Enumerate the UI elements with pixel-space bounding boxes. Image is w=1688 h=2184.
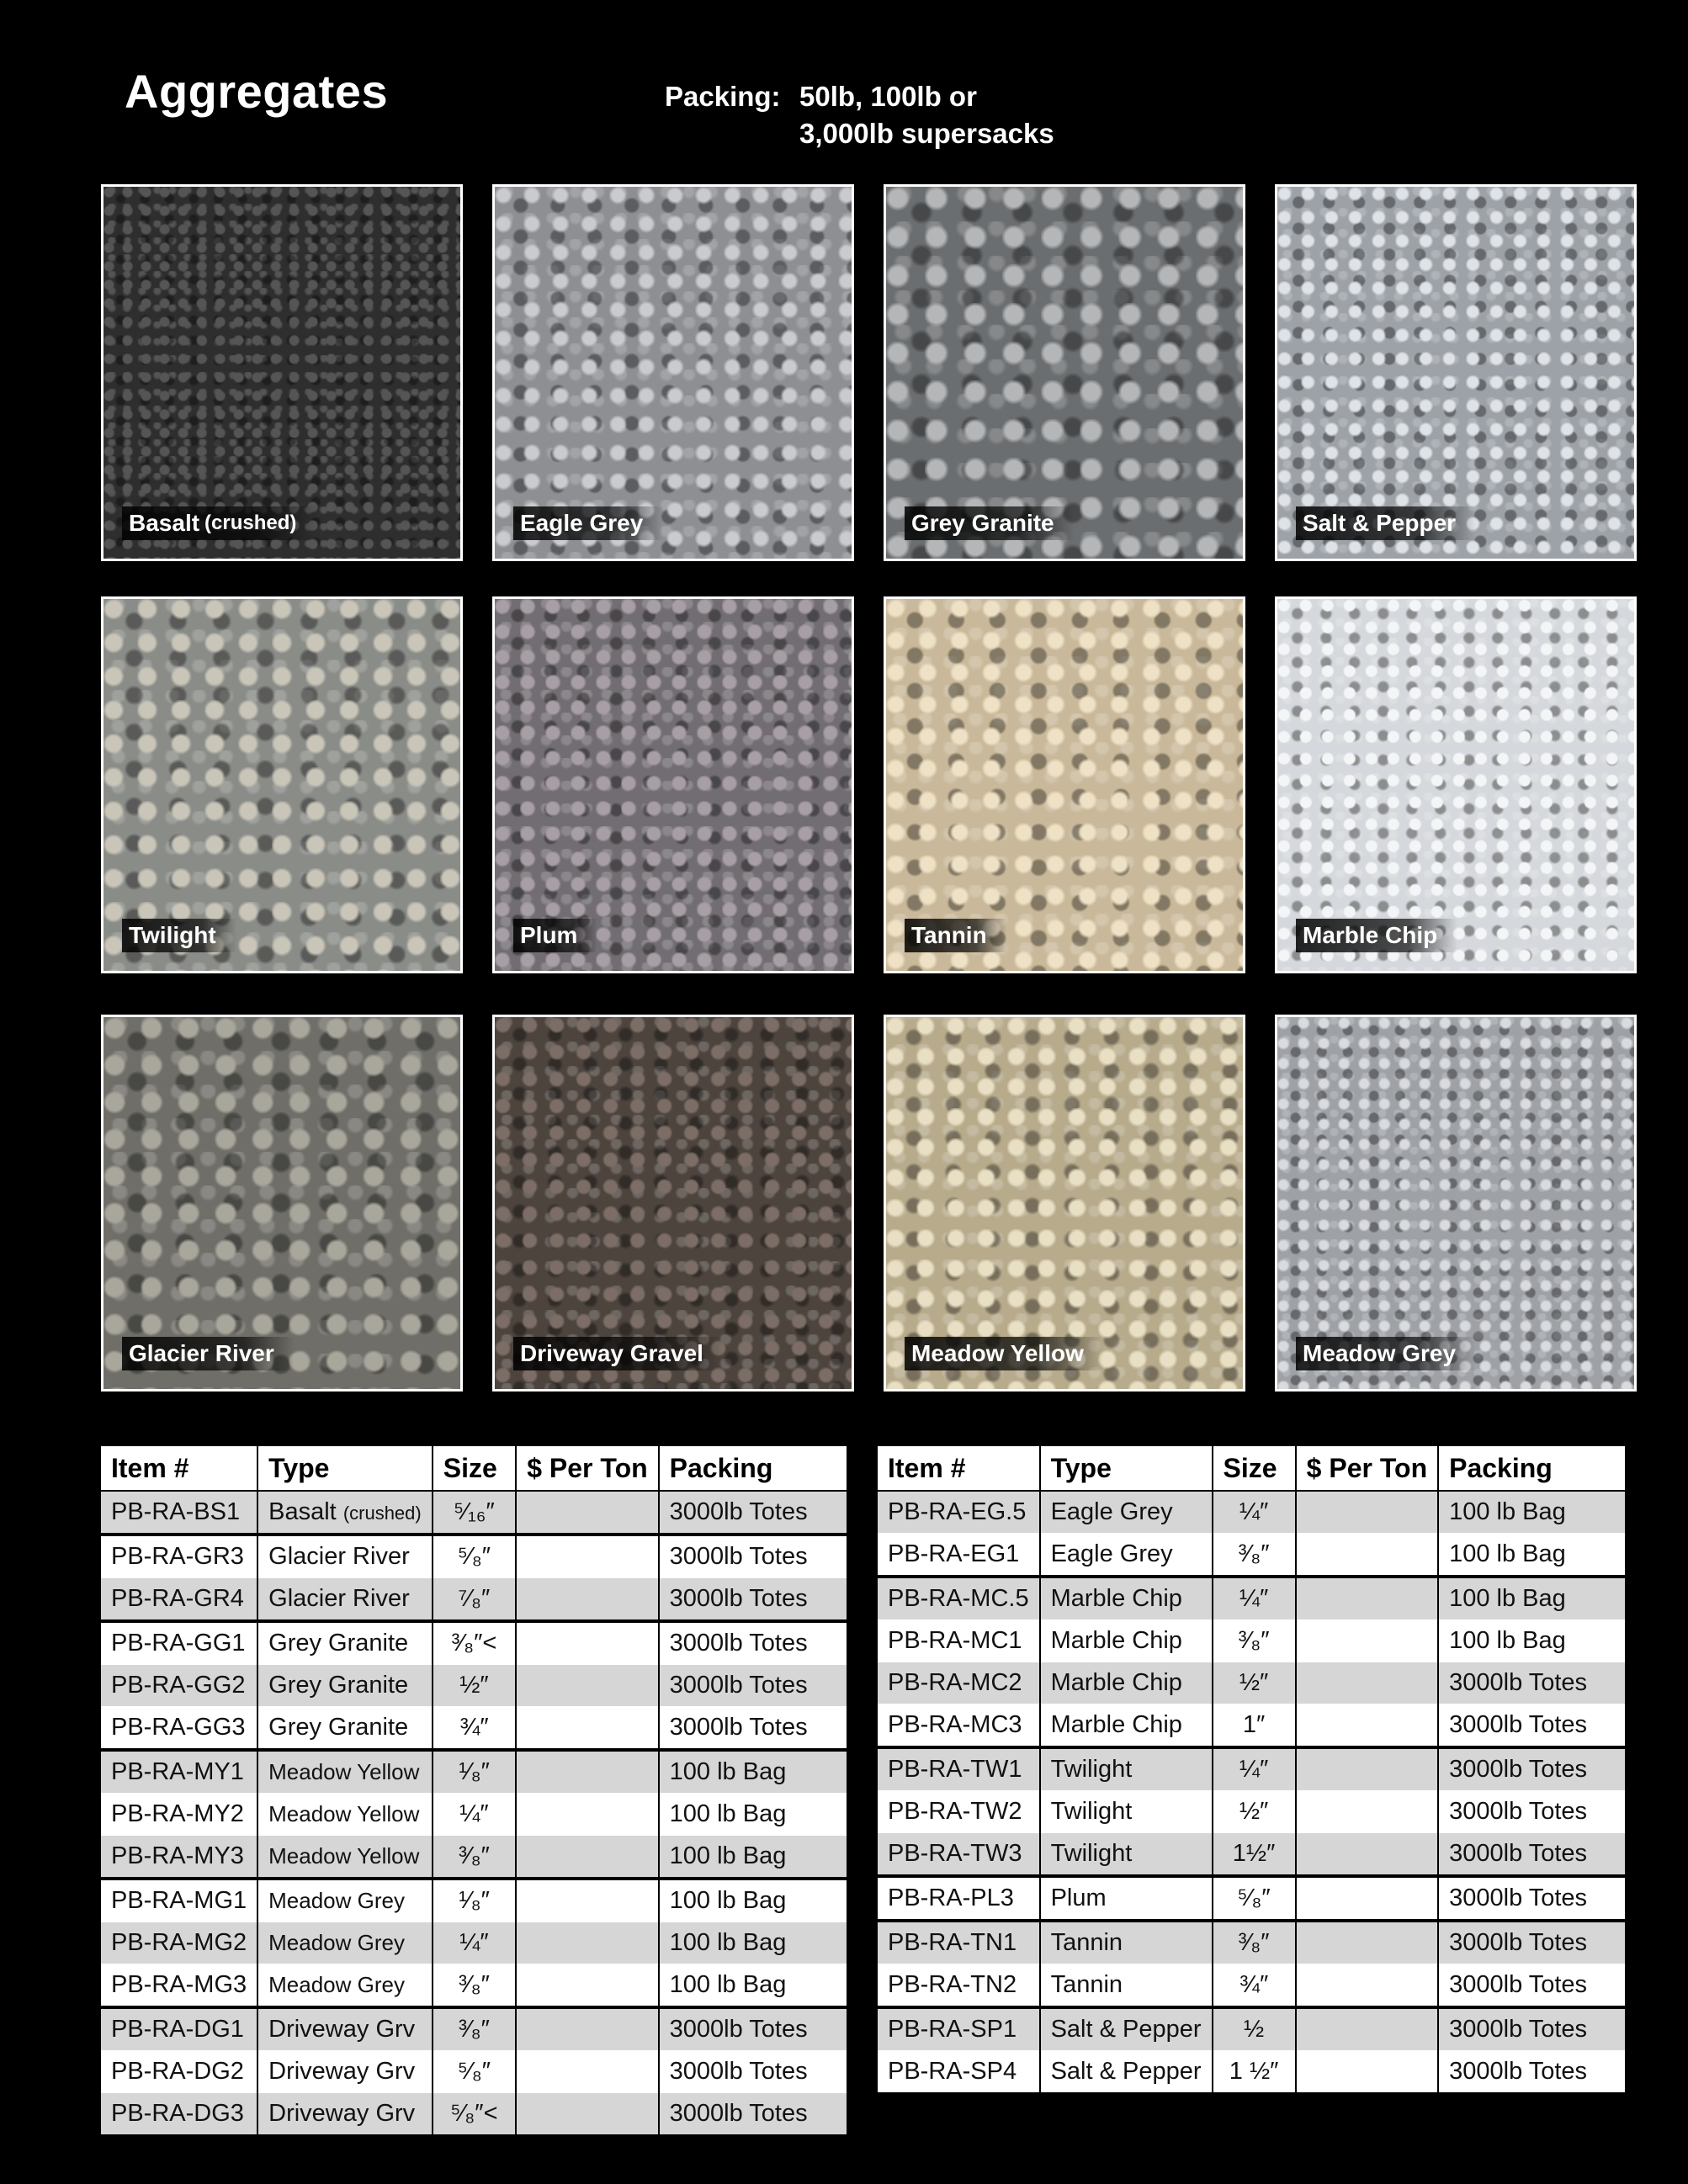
cell-price (1296, 1704, 1438, 1748)
cell-packing: 100 lb Bag (659, 1750, 847, 1794)
cell-size: ¾″ (433, 1707, 516, 1751)
cell-size: ⁵⁄₈″ (433, 2051, 516, 2093)
cell-item: PB-RA-TW1 (878, 1747, 1040, 1791)
table-row (101, 1535, 847, 1578)
cell-size: 1″ (1213, 1704, 1296, 1748)
cell-size: ½″ (1213, 1791, 1296, 1833)
cell-size: ¼″ (1213, 1577, 1296, 1620)
cell-packing: 100 lb Bag (659, 1794, 847, 1836)
tile-caption (122, 919, 236, 952)
stone-texture-image (1277, 1017, 1634, 1389)
header-type: Type (257, 1446, 433, 1491)
cell-size: ³⁄₈″ (1213, 1921, 1296, 1964)
cell-size: ⁵⁄₈″< (433, 2093, 516, 2135)
page-title: Aggregates (125, 65, 389, 118)
packing-label: Packing: (665, 81, 781, 112)
cell-type: Meadow Grey (257, 1922, 433, 1964)
cell-size: ½″ (433, 1665, 516, 1707)
header-size: Size (433, 1446, 516, 1491)
cell-type: Marble Chip (1040, 1620, 1213, 1662)
cell-price (516, 1750, 658, 1794)
cell-packing: 3000lb Totes (1438, 1747, 1625, 1791)
cell-price (1296, 1577, 1438, 1620)
cell-price (1296, 1747, 1438, 1791)
table-row (878, 1704, 1625, 1748)
cell-item: PB-RA-EG.5 (878, 1491, 1040, 1534)
cell-item: PB-RA-MC.5 (878, 1577, 1040, 1620)
cell-size: ³⁄₈″ (433, 2007, 516, 2051)
aggregate-table-right (878, 1446, 1625, 2092)
table-row (101, 1964, 847, 2008)
cell-type: Meadow Grey (257, 1879, 433, 1922)
stone-texture-image (1277, 187, 1634, 559)
tile-caption (1296, 919, 1457, 952)
cell-item: PB-RA-GG2 (101, 1665, 257, 1707)
tile-caption (122, 506, 316, 540)
tile-caption (122, 1337, 295, 1370)
header-type: Type (1040, 1446, 1213, 1491)
cell-item: PB-RA-PL3 (878, 1876, 1040, 1921)
aggregate-tile (492, 596, 854, 973)
stone-texture-image (104, 1017, 460, 1389)
aggregate-tile (1275, 596, 1637, 973)
cell-item: PB-RA-MY2 (101, 1794, 257, 1836)
cell-item: PB-RA-TN2 (878, 1964, 1040, 2008)
aggregate-tile (884, 184, 1245, 561)
cell-item: PB-RA-EG1 (878, 1534, 1040, 1577)
stone-texture-image (104, 599, 460, 971)
tile-caption-name: Meadow Grey (1303, 1340, 1457, 1366)
cell-packing: 100 lb Bag (659, 1964, 847, 2008)
cell-size: ¼″ (433, 1922, 516, 1964)
cell-price (516, 1578, 658, 1622)
cell-packing: 100 lb Bag (1438, 1620, 1625, 1662)
cell-packing: 3000lb Totes (659, 1535, 847, 1578)
table-row (878, 1662, 1625, 1704)
cell-price (1296, 1662, 1438, 1704)
tile-caption (1296, 1337, 1476, 1370)
tile-caption-name: Salt & Pepper (1303, 510, 1457, 536)
cell-packing: 3000lb Totes (1438, 1791, 1625, 1833)
cell-packing: 3000lb Totes (1438, 1662, 1625, 1704)
cell-packing: 100 lb Bag (659, 1836, 847, 1879)
stone-texture-image (886, 1017, 1243, 1389)
aggregate-tile (492, 1015, 854, 1392)
cell-type: Meadow Yellow (257, 1750, 433, 1794)
table-row (878, 1964, 1625, 2008)
cell-size: ³⁄₈″ (433, 1836, 516, 1879)
cell-packing: 3000lb Totes (1438, 1921, 1625, 1964)
cell-packing: 3000lb Totes (659, 2093, 847, 2135)
cell-type-sub: (crushed) (342, 1503, 422, 1524)
cell-type: Salt & Pepper (1040, 2051, 1213, 2093)
cell-size: 1½″ (1213, 1833, 1296, 1877)
cell-packing: 3000lb Totes (659, 1578, 847, 1622)
cell-item: PB-RA-MG3 (101, 1964, 257, 2008)
header-price: $ Per Ton (516, 1446, 658, 1491)
table-row (878, 1921, 1625, 1964)
cell-item: PB-RA-SP1 (878, 2007, 1040, 2051)
cell-item: PB-RA-MG1 (101, 1879, 257, 1922)
table-row (878, 1620, 1625, 1662)
table-row (101, 1665, 847, 1707)
cell-size: ½ (1213, 2007, 1296, 2051)
cell-packing: 3000lb Totes (659, 2051, 847, 2093)
cell-type: Glacier River (257, 1535, 433, 1578)
cell-price (1296, 1491, 1438, 1534)
cell-size: ³⁄₈″ (1213, 1620, 1296, 1662)
cell-size: ⁷⁄₈″ (433, 1578, 516, 1622)
tile-caption-name: Tannin (911, 922, 987, 948)
cell-size: ³⁄₈″< (433, 1621, 516, 1665)
stone-texture-image (1277, 599, 1634, 971)
cell-packing: 3000lb Totes (1438, 1833, 1625, 1877)
table-row (101, 1879, 847, 1922)
table-row (101, 2007, 847, 2051)
table-row (101, 2093, 847, 2135)
cell-type: Eagle Grey (1040, 1534, 1213, 1577)
aggregate-tile (1275, 184, 1637, 561)
cell-price (516, 1665, 658, 1707)
tile-caption-name: Glacier River (129, 1340, 274, 1366)
cell-packing: 100 lb Bag (659, 1879, 847, 1922)
header-size: Size (1213, 1446, 1296, 1491)
cell-type: Marble Chip (1040, 1577, 1213, 1620)
tile-caption (513, 1337, 724, 1370)
cell-item: PB-RA-GR4 (101, 1578, 257, 1622)
cell-price (516, 1535, 658, 1578)
cell-type (257, 1491, 433, 1535)
table-row (878, 1833, 1625, 1877)
table-row (878, 1747, 1625, 1791)
cell-packing: 3000lb Totes (1438, 2007, 1625, 2051)
cell-item: PB-RA-DG1 (101, 2007, 257, 2051)
cell-price (516, 1879, 658, 1922)
aggregate-tile (492, 184, 854, 561)
aggregate-tile (101, 596, 463, 973)
header-item: Item # (878, 1446, 1040, 1491)
stone-texture-image (104, 187, 460, 559)
cell-size: ³⁄₈″ (433, 1964, 516, 2008)
cell-packing: 100 lb Bag (1438, 1491, 1625, 1534)
cell-size: ¹⁄₈″ (433, 1879, 516, 1922)
header-packing: Packing (1438, 1446, 1625, 1491)
tile-caption-name: Driveway Gravel (520, 1340, 703, 1366)
table-row (101, 1794, 847, 1836)
cell-price (1296, 1964, 1438, 2008)
tile-caption-name: Grey Granite (911, 510, 1054, 536)
cell-item: PB-RA-GG1 (101, 1621, 257, 1665)
table-header-row (101, 1446, 847, 1491)
tile-caption (1296, 506, 1476, 540)
table-row (878, 1577, 1625, 1620)
cell-size: ¹⁄₈″ (433, 1750, 516, 1794)
cell-item: PB-RA-MC3 (878, 1704, 1040, 1748)
cell-price (516, 1707, 658, 1751)
cell-packing: 3000lb Totes (659, 1707, 847, 1751)
tile-caption-name: Meadow Yellow (911, 1340, 1084, 1366)
stone-texture-image (495, 187, 852, 559)
aggregate-tile (884, 596, 1245, 973)
cell-item: PB-RA-MC2 (878, 1662, 1040, 1704)
cell-type: Tannin (1040, 1921, 1213, 1964)
cell-size: ¼″ (1213, 1747, 1296, 1791)
cell-item: PB-RA-TW3 (878, 1833, 1040, 1877)
cell-item: PB-RA-MY1 (101, 1750, 257, 1794)
cell-packing: 100 lb Bag (1438, 1577, 1625, 1620)
cell-price (516, 1794, 658, 1836)
cell-price (1296, 1921, 1438, 1964)
cell-price (516, 1836, 658, 1879)
cell-type: Grey Granite (257, 1665, 433, 1707)
table-row (101, 1578, 847, 1622)
cell-size: ½″ (1213, 1662, 1296, 1704)
stone-texture-image (886, 187, 1243, 559)
table-row (878, 1534, 1625, 1577)
cell-type: Plum (1040, 1876, 1213, 1921)
table-row (878, 1876, 1625, 1921)
cell-item: PB-RA-TW2 (878, 1791, 1040, 1833)
cell-type: Salt & Pepper (1040, 2007, 1213, 2051)
cell-size: ⁵⁄₈″ (1213, 1876, 1296, 1921)
cell-size: ⁵⁄₁₆″ (433, 1491, 516, 1535)
table-header-row (878, 1446, 1625, 1491)
table-row (101, 1836, 847, 1879)
cell-size: 1 ½″ (1213, 2051, 1296, 2093)
cell-packing: 3000lb Totes (1438, 1964, 1625, 2008)
cell-packing: 3000lb Totes (659, 1491, 847, 1535)
cell-price (1296, 2051, 1438, 2093)
cell-price (1296, 1620, 1438, 1662)
cell-type: Eagle Grey (1040, 1491, 1213, 1534)
cell-type: Marble Chip (1040, 1662, 1213, 1704)
table-row (101, 1707, 847, 1751)
cell-item: PB-RA-DG3 (101, 2093, 257, 2135)
tile-caption-sub: (crushed) (204, 512, 297, 534)
cell-size: ¼″ (1213, 1491, 1296, 1534)
tile-caption (905, 506, 1075, 540)
cell-price (516, 1491, 658, 1535)
cell-type: Meadow Grey (257, 1964, 433, 2008)
cell-price (516, 1922, 658, 1964)
cell-item: PB-RA-MC1 (878, 1620, 1040, 1662)
cell-size: ³⁄₈″ (1213, 1534, 1296, 1577)
tile-caption-name: Basalt (129, 510, 200, 536)
table-row (878, 1491, 1625, 1534)
header-packing: Packing (659, 1446, 847, 1491)
cell-item: PB-RA-DG2 (101, 2051, 257, 2093)
stone-texture-image (886, 599, 1243, 971)
cell-item: PB-RA-SP4 (878, 2051, 1040, 2093)
cell-packing: 3000lb Totes (659, 1665, 847, 1707)
cell-price (516, 2093, 658, 2135)
cell-packing: 100 lb Bag (659, 1922, 847, 1964)
cell-item: PB-RA-GG3 (101, 1707, 257, 1751)
aggregate-tile (101, 184, 463, 561)
tile-caption (905, 919, 1007, 952)
cell-type: Glacier River (257, 1578, 433, 1622)
aggregate-table-left (101, 1446, 847, 2134)
cell-size: ¼″ (433, 1794, 516, 1836)
cell-packing: 3000lb Totes (1438, 2051, 1625, 2093)
table-row (101, 1922, 847, 1964)
cell-price (1296, 1833, 1438, 1877)
tile-caption (513, 919, 597, 952)
cell-item: PB-RA-TN1 (878, 1921, 1040, 1964)
cell-item: PB-RA-GR3 (101, 1535, 257, 1578)
cell-type: Driveway Grv (257, 2093, 433, 2135)
aggregate-tile (1275, 1015, 1637, 1392)
cell-type: Grey Granite (257, 1707, 433, 1751)
packing-options-line-2: 3,000lb supersacks (799, 118, 1054, 149)
cell-item: PB-RA-BS1 (101, 1491, 257, 1535)
cell-type: Grey Granite (257, 1621, 433, 1665)
cell-price (1296, 1876, 1438, 1921)
cell-type: Driveway Grv (257, 2051, 433, 2093)
cell-item: PB-RA-MY3 (101, 1836, 257, 1879)
cell-packing: 3000lb Totes (1438, 1876, 1625, 1921)
cell-size: ⁵⁄₈″ (433, 1535, 516, 1578)
header-price: $ Per Ton (1296, 1446, 1438, 1491)
packing-options-line-1: 50lb, 100lb or (799, 81, 977, 112)
table-row (101, 2051, 847, 2093)
aggregate-tile (101, 1015, 463, 1392)
cell-type: Tannin (1040, 1964, 1213, 2008)
cell-packing: 3000lb Totes (659, 2007, 847, 2051)
cell-price (1296, 1534, 1438, 1577)
table-row (878, 2007, 1625, 2051)
tile-caption-name: Eagle Grey (520, 510, 644, 536)
table-row (101, 1621, 847, 1665)
aggregate-tile (884, 1015, 1245, 1392)
cell-type: Marble Chip (1040, 1704, 1213, 1748)
stone-texture-image (495, 599, 852, 971)
cell-packing: 3000lb Totes (659, 1621, 847, 1665)
cell-price (516, 1964, 658, 2008)
cell-type: Meadow Yellow (257, 1836, 433, 1879)
cell-price (516, 2007, 658, 2051)
tile-caption-name: Twilight (129, 922, 216, 948)
cell-packing: 3000lb Totes (1438, 1704, 1625, 1748)
table-row (878, 2051, 1625, 2093)
cell-price (1296, 1791, 1438, 1833)
cell-packing: 100 lb Bag (1438, 1534, 1625, 1577)
stone-texture-image (495, 1017, 852, 1389)
cell-type-name: Basalt (268, 1498, 337, 1525)
cell-type: Meadow Yellow (257, 1794, 433, 1836)
cell-size: ¾″ (1213, 1964, 1296, 2008)
table-row (101, 1750, 847, 1794)
tile-caption-name: Plum (520, 922, 578, 948)
cell-type: Twilight (1040, 1747, 1213, 1791)
tile-caption (905, 1337, 1104, 1370)
cell-type: Twilight (1040, 1791, 1213, 1833)
cell-price (516, 2051, 658, 2093)
table-row (101, 1491, 847, 1535)
cell-price (516, 1621, 658, 1665)
cell-type: Twilight (1040, 1833, 1213, 1877)
tile-caption (513, 506, 663, 540)
cell-item: PB-RA-MG2 (101, 1922, 257, 1964)
tile-caption-name: Marble Chip (1303, 922, 1438, 948)
cell-price (1296, 2007, 1438, 2051)
cell-type: Driveway Grv (257, 2007, 433, 2051)
table-row (878, 1791, 1625, 1833)
header-item: Item # (101, 1446, 257, 1491)
